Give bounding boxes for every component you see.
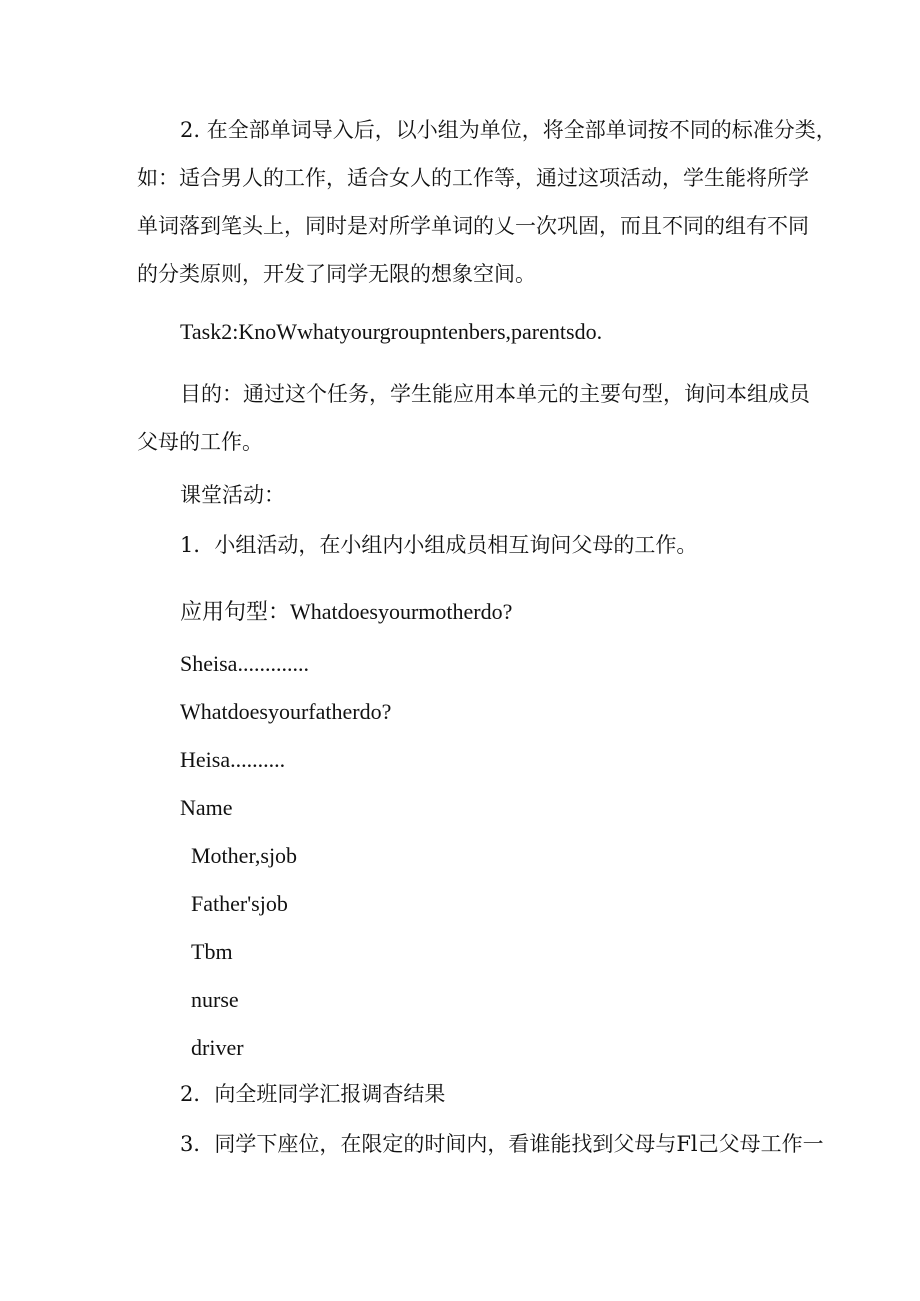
task2-heading: Task2:KnoWwhatyourgroupntenbers,parentsdo. [180, 319, 603, 344]
purpose-line-2: 父母的工作。 [137, 430, 263, 454]
step-3: 3．同学下座位，在限定的时间内，看谁能找到父母与Fl己父母工作一 [180, 1132, 824, 1156]
pattern-question-mother: 应用句型：Whatdoesyourmotherdo? [180, 599, 513, 624]
step-2: 2．向全班同学汇报调杳结果 [180, 1082, 446, 1106]
paragraph-1-line-2: 如：适合男人的工作，适合女人的工作等，通过这项活动，学生能将所学 [137, 166, 809, 190]
classroom-activity-label: 课堂活动： [180, 483, 285, 507]
paragraph-1-line-3: 单词落到笔头上，同时是对所学单词的乂一次巩固，而且不同的组有不同 [137, 214, 809, 238]
pattern-question-father: Whatdoesyourfatherdo? [180, 699, 392, 724]
step-1: 1．小组活动，在小组内小组成员相互询问父母的工作。 [180, 533, 698, 557]
table-item-mothers-job: Mother,sjob [191, 843, 298, 868]
table-item-fathers-job: Father'sjob [191, 891, 288, 916]
purpose-line-1: 目的：通过这个任务，学生能应用本单元的主要句型，询问本组成员 [180, 382, 810, 406]
table-item-driver: driver [191, 1035, 244, 1060]
table-item-name: Name [180, 795, 233, 820]
table-item-nurse: nurse [191, 987, 239, 1012]
pattern-answer-he: Heisa.......... [180, 747, 286, 772]
paragraph-1-line-4: 的分类原则，开发了同学无限的想象空间。 [137, 262, 536, 286]
pattern-answer-she: Sheisa............. [180, 651, 309, 676]
paragraph-1-line-1: 2. 在全部单词导入后，以小组为单位，将全部单词按不同的标准分类， [180, 118, 837, 142]
table-item-tbm: Tbm [191, 939, 233, 964]
